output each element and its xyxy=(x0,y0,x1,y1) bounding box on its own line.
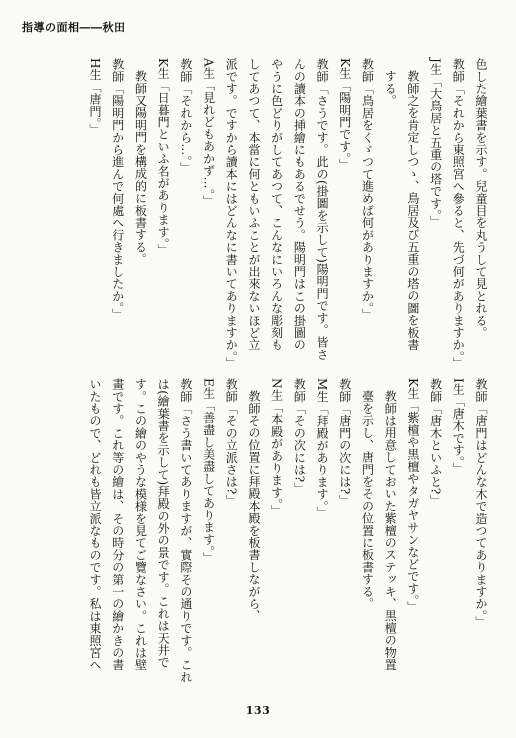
text-column: 色した繪葉書を示す。兒童目を丸うして見とれる。 xyxy=(474,58,488,339)
running-title: 指導の面相――秋田 xyxy=(22,21,126,34)
text-column: 教師「さう書いてありますが、實際その通りです。これ xyxy=(178,378,193,683)
text-column: は(繪葉書を示して)拜殿の外の景です。これは天井で xyxy=(156,378,171,669)
text-column: M生「拜殿があります。」 xyxy=(315,378,330,519)
text-column: 教師「唐木といふと?」 xyxy=(428,378,443,507)
text-column: 教師又陽明門を構成的に板書する。 xyxy=(133,70,148,266)
text-column: 派です。ですから讀本にはどんなに書いてありますか。」 xyxy=(224,58,239,370)
text-column: K生「日暮門といふ名があります。」 xyxy=(156,58,171,257)
text-column: 教師「唐門はどんな木で造つてありますか。」 xyxy=(474,378,488,629)
text-column: 教師「唐門の次には?」 xyxy=(337,378,352,507)
text-column: K生「陽明門です。」 xyxy=(337,58,352,171)
text-column: H生「唐門。」 xyxy=(88,58,103,136)
text-column: 教師「その次には?」 xyxy=(292,378,307,495)
text-column: A生「見れどもあかず…。」 xyxy=(201,58,216,208)
text-column: 教師「その立派さは?」 xyxy=(224,378,239,507)
text-column: J生「大鳥居と五重の塔です。」 xyxy=(428,58,443,228)
lower-text-block xyxy=(83,378,492,696)
text-column: 教師その位置に拜殿本殿を板書しながら、 xyxy=(246,390,261,622)
text-column: 畫です。これ等の繪は、その時分の第一の繪かきの書 xyxy=(110,378,125,671)
text-column: 教師「さうです。此の(掛圖を示して)陽明門です。皆さ xyxy=(315,58,330,361)
text-column: す。この繪のやうな模様を見てご覽なさい。これは壁 xyxy=(133,378,148,671)
text-column: してあつて、本當に何ともいふことが出來ないほど立 xyxy=(246,58,261,351)
text-column: する。 xyxy=(383,70,398,107)
text-column: 教師「それから…。」 xyxy=(178,58,193,174)
text-column: 教師「それから東照宮へ參ると、先づ何がありますか。」 xyxy=(451,58,466,370)
text-column: 教師は用意しておいた紫檀のステッキ、黒檀の物置 xyxy=(383,390,398,671)
page-number: 133 xyxy=(245,704,271,717)
text-column: N生「本殿があります。」 xyxy=(269,378,284,517)
text-column: んの讀本の挿繪にもあるでせう。陽明門はこの掛圖の xyxy=(292,58,307,351)
text-column: E生「善盡し美盡してあります。」 xyxy=(201,378,216,564)
text-column: 教師「陽明門から進んで何處へ行きましたか。」 xyxy=(110,58,125,321)
text-column: 臺を示し、唐門をその位置に板書する。 xyxy=(360,390,375,610)
upper-text-block xyxy=(83,58,492,376)
text-column: やうに色どりがしてあつて、こんなにいろんな彫刻も xyxy=(269,58,284,351)
text-column: いたもので、どれも皆立派なものです。私は東照宮へ xyxy=(88,378,103,671)
text-column: 教師之を肯定しつゝ、鳥居及び五重の塔の圖を板書 xyxy=(405,70,420,351)
text-column: I生「唐木です。」 xyxy=(451,378,466,475)
text-column: K生「紫檀や黒檀やタガヤサンなどです。」 xyxy=(405,378,420,613)
text-column: 教師「鳥居をくゞつて進めば何がありますか。」 xyxy=(360,58,375,321)
